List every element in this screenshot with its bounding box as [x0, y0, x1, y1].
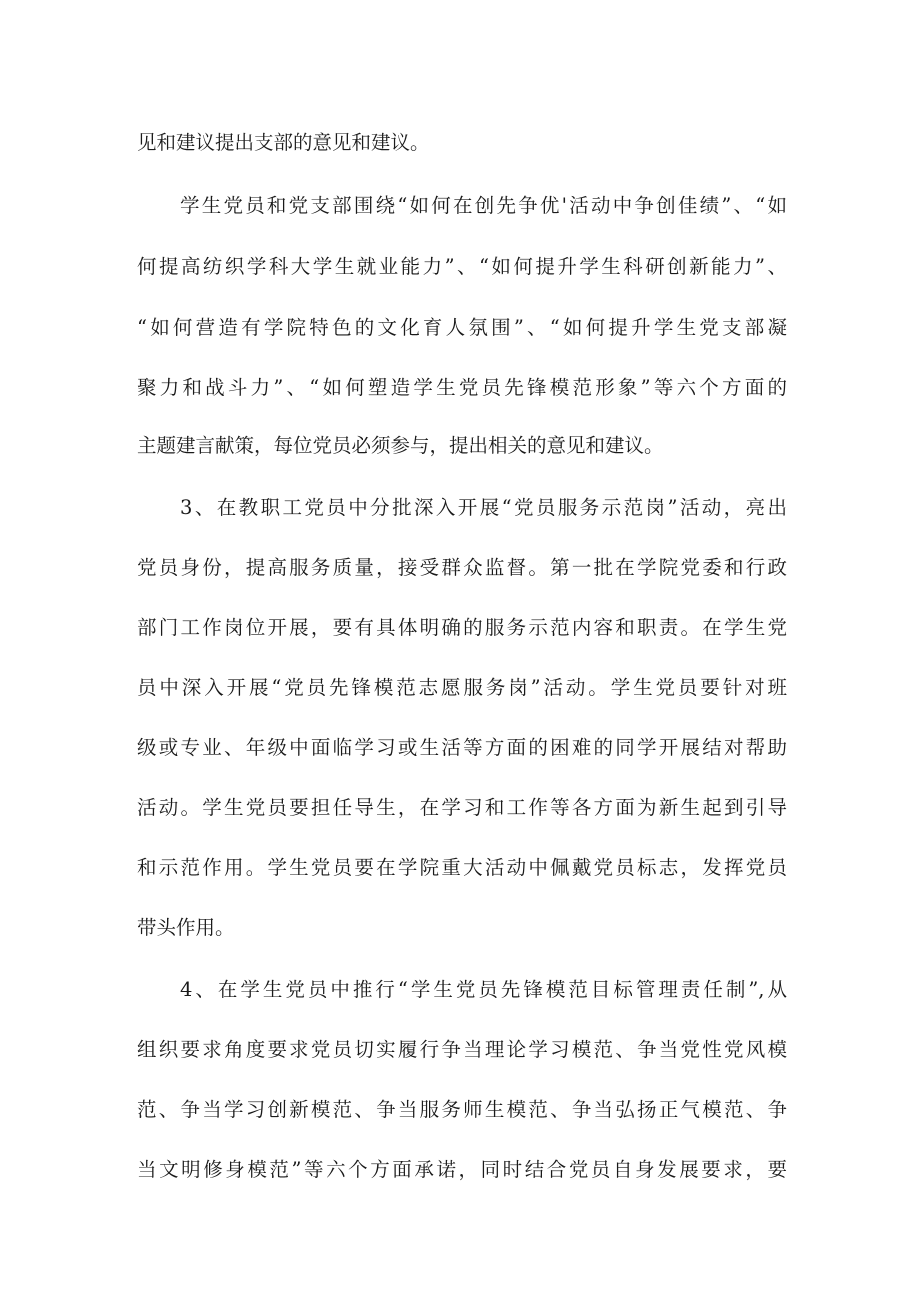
paragraph-4-line-1: 4、在学生党员中推行“学生党员先锋模范目标管理责任制”,从 — [180, 978, 787, 1001]
paragraph-3-line-2: 党员身份，提高服务质量，接受群众监督。第一批在学院党委和行政 — [137, 556, 787, 579]
paragraph-1-line-1: 见和建议提出支部的意见和建议。 — [137, 131, 430, 154]
paragraph-2-line-2: 何提高纺织学科大学生就业能力”、“如何提升学生科研创新能力”、 — [137, 255, 787, 278]
paragraph-3-line-6: 活动。学生党员要担任导生，在学习和工作等各方面为新生起到引导 — [137, 796, 787, 819]
paragraph-3-line-8: 带头作用。 — [137, 916, 235, 939]
paragraph-4-line-2: 组织要求角度要求党员切实履行争当理论学习模范、争当党性党风模 — [137, 1038, 787, 1061]
paragraph-2-line-4: 聚力和战斗力”、“如何塑造学生党员先锋模范形象”等六个方面的 — [137, 376, 787, 399]
paragraph-2-line-1: 学生党员和党支部围绕“如何在创先争优'活动中争创佳绩”、“如 — [180, 194, 787, 217]
paragraph-4-line-3: 范、争当学习创新模范、争当服务师生模范、争当弘扬正气模范、争 — [137, 1098, 787, 1121]
paragraph-3-line-5: 级或专业、年级中面临学习或生活等方面的困难的同学开展结对帮助 — [137, 736, 787, 759]
paragraph-3-line-7: 和示范作用。学生党员要在学院重大活动中佩戴党员标志，发挥党员 — [137, 856, 787, 879]
paragraph-3-line-3: 部门工作岗位开展，要有具体明确的服务示范内容和职责。在学生党 — [137, 616, 787, 639]
paragraph-2-line-3: “如何营造有学院特色的文化育人氛围”、“如何提升学生党支部凝 — [137, 316, 787, 339]
paragraph-3-line-4: 员中深入开展“党员先锋模范志愿服务岗”活动。学生党员要针对班 — [137, 676, 787, 699]
paragraph-3-line-1: 3、在教职工党员中分批深入开展“党员服务示范岗”活动，亮出 — [180, 496, 787, 519]
paragraph-2-line-5: 主题建言献策，每位党员必须参与，提出相关的意见和建议。 — [137, 434, 664, 457]
paragraph-4-line-4: 当文明修身模范”等六个方面承诺，同时结合党员自身发展要求，要 — [137, 1158, 787, 1181]
